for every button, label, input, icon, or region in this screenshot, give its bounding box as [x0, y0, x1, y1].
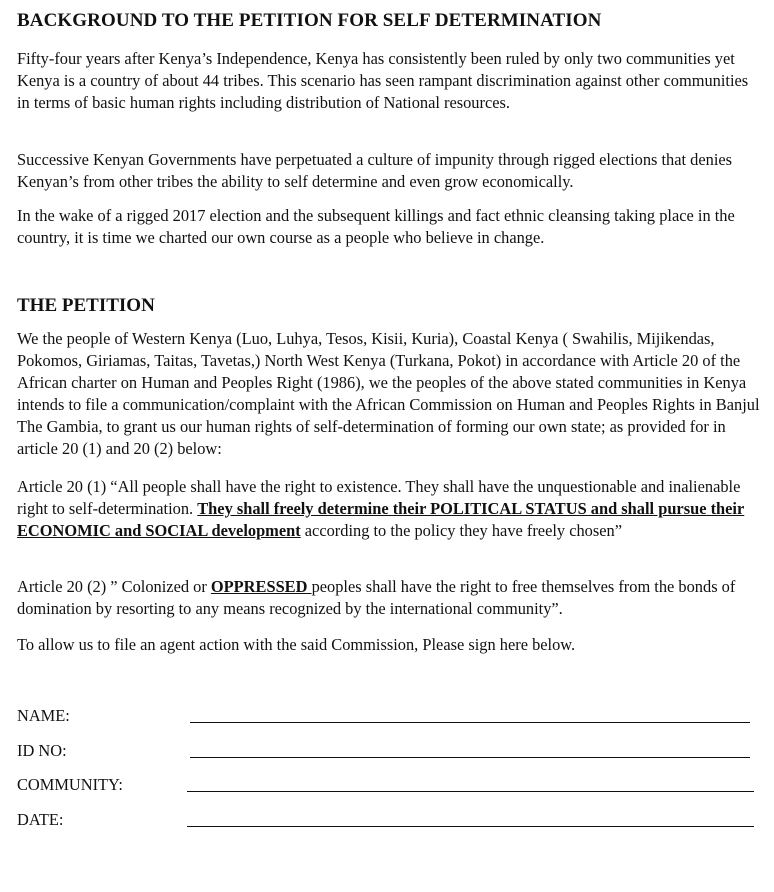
- article-20-1-emphasis: They shall freely determine their POLITICAL STATUS and shall pursue their ECONOMIC and SOCIAL development: [17, 499, 745, 540]
- id-no-label: ID NO:: [17, 741, 67, 760]
- name-signature-line[interactable]: [190, 722, 750, 723]
- petition-intro-paragraph: We the people of Western Kenya (Luo, Luhya, Tesos, Kisii, Kuria), Coastal Kenya ( Swahilis, Mijikendas, Pokomos, Giriamas, Taitas, Tavetas,) North West Kenya (Turkana, Pokot) in accordance with Article 20 of the African charter on Human and Peoples Right (1986), we the peoples of the above stated communities in Kenya intends to file a communication/complaint with the African Commission on Human and Peoples Rights in Banjul The Gambia, to grant us our human rights of self-determination of forming our own state; as provided for in article 20 (1) and 20 (2) below:: [17, 329, 760, 458]
- background-paragraph-3: In the wake of a rigged 2017 election and the subsequent killings and fact ethnic cleansing taking place in the country, it is time we charted our own course as a people who believe in change.: [17, 206, 735, 247]
- article-20-1-text-end: according to the policy they have freely chosen”: [300, 521, 622, 540]
- article-20-2-emphasis: OPPRESSED: [210, 577, 312, 596]
- date-signature-line[interactable]: [187, 826, 754, 827]
- closing-instruction: To allow us to file an agent action with the said Commission, Please sign here below.: [17, 635, 576, 654]
- id-no-signature-line[interactable]: [190, 757, 750, 758]
- name-label: NAME:: [17, 706, 70, 725]
- date-label: DATE:: [17, 810, 64, 829]
- article-20-2-text-end: peoples shall have the right to free themselves from the bonds of domination by resorting to any means recognized by the international community”.: [17, 577, 736, 618]
- background-paragraph-1: Fifty-four years after Kenya’s Independence, Kenya has consistently been ruled by only two communities yet Kenya is a country of about 44 tribes. This scenario has seen rampant discrimination against other communities in terms of basic human rights including distribution of National resources.: [17, 49, 749, 112]
- community-signature-line[interactable]: [187, 791, 754, 792]
- community-label: COMMUNITY:: [17, 775, 123, 794]
- article-20-1-text: Article 20 (1) “All people shall have the right to existence. They shall have the unquestionable and inalienable right to self-determination.: [17, 477, 741, 518]
- article-20-1-paragraph: [17, 476, 760, 542]
- background-heading: BACKGROUND TO THE PETITION FOR SELF DETERMINATION: [17, 10, 602, 31]
- petition-heading: THE PETITION: [17, 295, 155, 316]
- article-20-2-text: Article 20 (2) ” Colonized or: [17, 577, 211, 596]
- background-paragraph-2: Successive Kenyan Governments have perpetuated a culture of impunity through rigged elections that denies Kenyan’s from other tribes the ability to self determine and even grow economically.: [17, 150, 733, 191]
- article-20-2-paragraph: [17, 576, 760, 620]
